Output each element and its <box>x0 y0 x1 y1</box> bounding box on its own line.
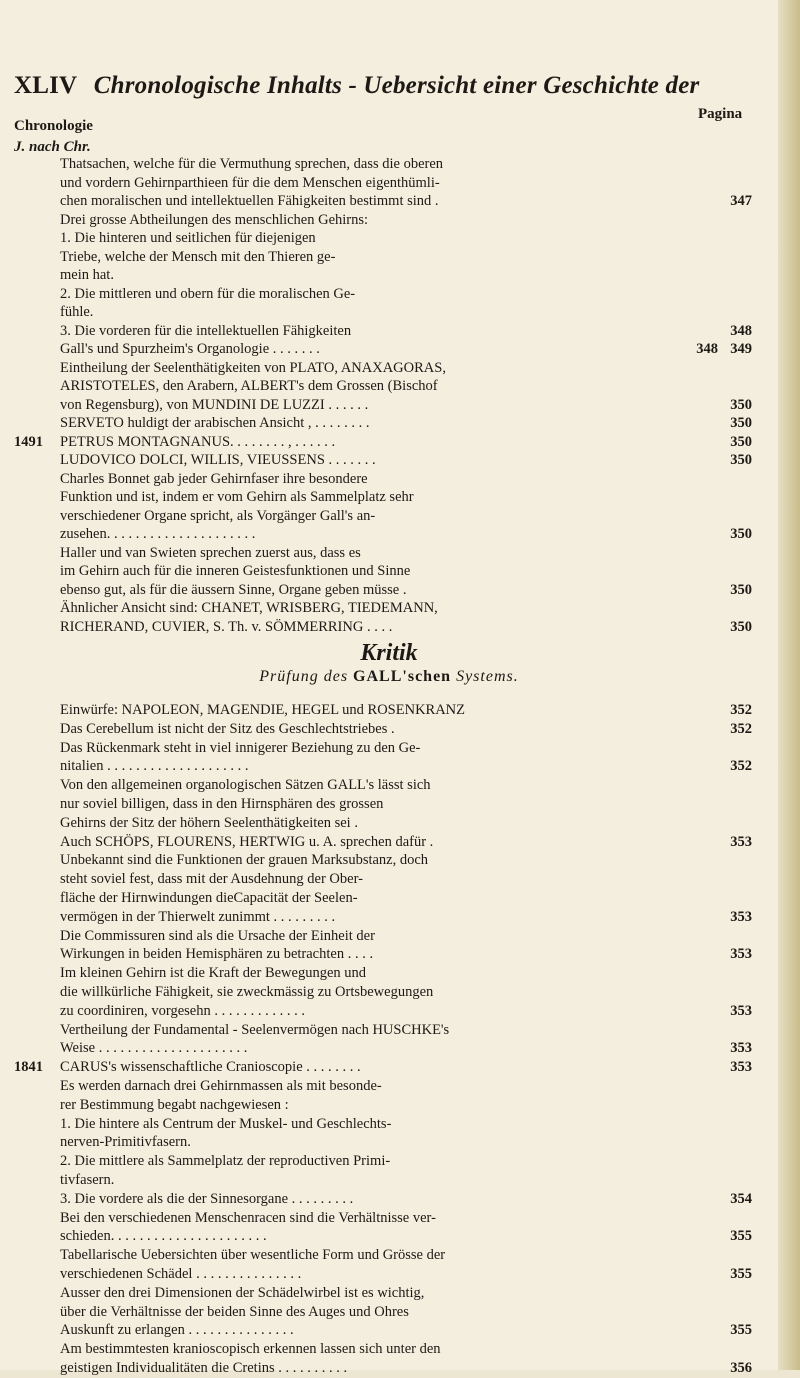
toc-entry-text: Thatsachen, welche für die Vermuthung sprechen, dass die oberen <box>60 156 444 172</box>
toc-line <box>0 1283 778 1303</box>
toc-line <box>0 487 778 507</box>
toc-line <box>0 1245 778 1265</box>
toc-page-number-secondary: 348 <box>696 341 718 357</box>
toc-page-number: 350 <box>730 618 752 635</box>
toc-entry-text: CARUS's wissenschaftliche Cranioscopie . . . . . . . . <box>60 1059 361 1076</box>
toc-page-number: 355 <box>730 1228 752 1245</box>
toc-line <box>0 247 778 267</box>
toc-line <box>0 154 778 174</box>
toc-page-number: 353 <box>730 1040 752 1057</box>
toc-line <box>0 395 778 415</box>
toc-entry-text: Auch SCHÖPS, FLOURENS, HERTWIG u. A. sprechen dafür . <box>60 833 434 850</box>
toc-entry-text: von Regensburg), von MUNDINI DE LUZZI . . . . . . <box>60 396 369 413</box>
toc-page-number: 353 <box>730 1002 752 1019</box>
toc-entry-text: fläche der Hirnwindungen dieCapacität der Seelen- <box>60 890 358 906</box>
page-number-roman: XLIV <box>14 72 78 99</box>
toc-line <box>0 450 778 470</box>
toc-page-number: 350 <box>730 581 752 598</box>
toc-entry-text: chen moralischen und intellektuellen Fähigkeiten bestimmt sind . <box>60 193 439 209</box>
toc-entry-text: 1. Die hintere als Centrum der Muskel- und Geschlechts- <box>60 1115 392 1132</box>
toc-line <box>0 1076 778 1096</box>
toc-line <box>0 869 778 889</box>
toc-entry-text: nerven-Primitivfasern. <box>60 1134 191 1151</box>
toc-year: 1841 <box>14 1059 43 1076</box>
toc-entry-text: ebenso gut, als für die äussern Sinne, Organe geben müsse . <box>60 581 407 598</box>
toc-entry-text: Ähnlicher Ansicht sind: CHANET, WRISBERG, TIEDEMANN, <box>60 600 438 616</box>
toc-entry-text: Tabellarische Uebersichten über wesentliche Form und Grösse der <box>60 1247 446 1264</box>
toc-page-number: 347 <box>730 193 752 209</box>
toc-line <box>0 832 778 852</box>
toc-entry-text: Gall's und Spurzheim's Organologie . . . . . . . <box>60 341 320 357</box>
toc-entry-text: Unbekannt sind die Funktionen der grauen Marksubstanz, doch <box>60 852 429 869</box>
toc-entry-text: Haller und van Swieten sprechen zuerst aus, dass es <box>60 544 361 561</box>
toc-line <box>0 719 778 739</box>
toc-line <box>0 210 778 230</box>
toc-entry-text: Bei den verschiedenen Menschenracen sind die Verhältnisse ver- <box>60 1209 436 1226</box>
toc-entry-text: geistigen Individualitäten die Cretins . . . . . . . . . . <box>60 1360 348 1376</box>
toc-line <box>0 794 778 814</box>
toc-page-number: 349 <box>730 341 752 357</box>
column-heading-chronologie: Chronologie <box>14 118 93 134</box>
toc-line <box>0 580 778 600</box>
toc-entry-text: Vertheilung der Fundamental - Seelenvermögen nach HUSCHKE's <box>60 1021 450 1038</box>
toc-line <box>0 358 778 378</box>
toc-line <box>0 944 778 964</box>
toc-line <box>0 756 778 776</box>
toc-line <box>0 926 778 946</box>
toc-year: 1491 <box>14 433 43 450</box>
toc-line <box>0 191 778 211</box>
toc-entry-text: SERVETO huldigt der arabischen Ansicht , . . . . . . . . <box>60 415 370 431</box>
toc-entry-text: tivfasern. <box>60 1172 115 1188</box>
toc-entry-text: Einwürfe: NAPOLEON, MAGENDIE, HEGEL und ROSENKRANZ <box>60 702 466 718</box>
toc-page-number: 353 <box>730 946 752 963</box>
toc-line <box>0 888 778 908</box>
toc-line <box>0 524 778 544</box>
subtitle-post: Systems. <box>456 668 519 685</box>
toc-line <box>0 598 778 618</box>
section-title-kritik: Kritik <box>360 640 418 666</box>
toc-page-number: 352 <box>730 720 752 737</box>
toc-line <box>0 413 778 433</box>
toc-entry-text: schieden. . . . . . . . . . . . . . . . . . . . . . <box>60 1228 267 1245</box>
toc-line <box>0 1057 778 1077</box>
toc-line <box>0 982 778 1002</box>
toc-entry-text: und vordern Gehirnparthieen für die dem Menschen eigenthümli- <box>60 174 440 191</box>
toc-line <box>0 1170 778 1190</box>
toc-line <box>0 432 778 452</box>
toc-entry-text: vermögen in der Thierwelt zunimmt . . . . . . . . . <box>60 908 336 925</box>
toc-line <box>0 1151 778 1171</box>
toc-line <box>0 1001 778 1021</box>
toc-entry-text: verschiedenen Schädel . . . . . . . . . . . . . . . <box>60 1266 302 1282</box>
toc-line <box>0 1226 778 1246</box>
toc-entry-text: über die Verhältnisse der beiden Sinne des Auges und Ohres <box>60 1303 409 1320</box>
toc-line <box>0 561 778 581</box>
toc-entry-text: Ausser den drei Dimensionen der Schädelwirbel ist es wichtig, <box>60 1284 425 1301</box>
toc-page-number: 348 <box>730 322 752 339</box>
toc-line <box>0 543 778 563</box>
toc-line <box>0 1320 778 1340</box>
toc-line <box>0 1189 778 1209</box>
column-heading-jnach: J. nach Chr. <box>14 139 91 155</box>
toc-entry-text: 3. Die vordere als die der Sinnesorgane . . . . . . . . . <box>60 1190 354 1207</box>
toc-page-number: 352 <box>730 758 752 775</box>
toc-line <box>0 813 778 833</box>
toc-line <box>0 302 778 322</box>
toc-page-number: 350 <box>730 396 752 413</box>
toc-entry-text: steht soviel fest, dass mit der Ausdehnung der Ober- <box>60 871 363 888</box>
page-edge <box>778 0 800 1370</box>
toc-line <box>0 1038 778 1058</box>
toc-page-number: 353 <box>730 1059 752 1076</box>
toc-line <box>0 700 778 720</box>
toc-page-number: 350 <box>730 452 752 468</box>
toc-line <box>0 339 778 359</box>
running-title: Chronologische Inhalts - Uebersicht einer Geschichte der <box>93 72 700 99</box>
toc-entry-text: fühle. <box>60 304 94 320</box>
toc-page-number: 355 <box>730 1322 752 1339</box>
page-header <box>14 72 699 100</box>
toc-line <box>0 1114 778 1134</box>
toc-entry-text: RICHERAND, CUVIER, S. Th. v. SÖMMERRING . . . . <box>60 618 393 635</box>
toc-entry-text: Charles Bonnet gab jeder Gehirnfaser ihre besondere <box>60 470 368 487</box>
toc-page-number: 354 <box>730 1190 752 1207</box>
toc-page-number: 350 <box>730 433 752 450</box>
toc-entry-text: 1. Die hinteren und seitlichen für diejenigen <box>60 230 316 246</box>
toc-entry-text: 2. Die mittleren und obern für die moralischen Ge- <box>60 285 356 302</box>
toc-entry-text: Es werden darnach drei Gehirnmassen als mit besonde- <box>60 1078 382 1094</box>
toc-entry-text: 3. Die vorderen für die intellektuellen Fähigkeiten <box>60 322 352 339</box>
toc-entry-text: Auskunft zu erlangen . . . . . . . . . . . . . . . <box>60 1322 294 1339</box>
toc-line <box>0 738 778 758</box>
toc-entry-text: zusehen. . . . . . . . . . . . . . . . . . . . . <box>60 526 256 542</box>
toc-entry-text: Das Cerebellum ist nicht der Sitz des Geschlechtstriebes . <box>60 720 395 737</box>
toc-entry-text: mein hat. <box>60 267 114 283</box>
toc-line <box>0 617 778 637</box>
toc-line <box>0 1302 778 1322</box>
toc-line <box>0 321 778 341</box>
toc-line <box>0 469 778 489</box>
toc-page-number: 352 <box>730 702 752 718</box>
toc-entry-text: Triebe, welche der Mensch mit den Thieren ge- <box>60 248 336 265</box>
toc-line <box>0 1132 778 1152</box>
toc-entry-text: PETRUS MONTAGNANUS. . . . . . . . , . . . . . . <box>60 433 336 450</box>
toc-entry-text: Gehirns der Sitz der höhern Seelenthätigkeiten sei . <box>60 814 358 831</box>
toc-entry-text: Am bestimmtesten kranioscopisch erkennen lassen sich unter den <box>60 1341 441 1358</box>
toc-entry-text: Das Rückenmark steht in viel innigerer Beziehung zu den Ge- <box>60 739 421 756</box>
toc-entry-text: zu coordiniren, vorgesehn . . . . . . . . . . . . . <box>60 1002 305 1019</box>
toc-entry-text: Wirkungen in beiden Hemisphären zu betrachten . . . . <box>60 946 374 963</box>
toc-line <box>0 1339 778 1359</box>
toc-page-number: 353 <box>730 908 752 925</box>
subtitle-pre: Prüfung des <box>259 668 349 685</box>
toc-entry-text: Weise . . . . . . . . . . . . . . . . . . . . . <box>60 1040 248 1057</box>
toc-entry-text: im Gehirn auch für die inneren Geistesfunktionen und Sinne <box>60 563 411 579</box>
toc-line <box>0 1095 778 1115</box>
toc-entry-text: Im kleinen Gehirn ist die Kraft der Bewegungen und <box>60 965 367 982</box>
toc-line <box>0 1358 778 1378</box>
toc-line <box>0 506 778 526</box>
toc-line <box>0 265 778 285</box>
toc-entry-text: Von den allgemeinen organologischen Sätzen GALL's lässt sich <box>60 777 431 794</box>
column-heading-pagina: Pagina <box>698 106 743 122</box>
toc-page-number: 350 <box>730 415 752 431</box>
toc-entry-text: nitalien . . . . . . . . . . . . . . . . . . . . <box>60 758 249 775</box>
toc-page-number: 356 <box>730 1360 752 1376</box>
toc-line <box>0 850 778 870</box>
toc-line <box>0 963 778 983</box>
toc-entry-text: verschiedener Organe spricht, als Vorgänger Gall's an- <box>60 507 376 524</box>
toc-line <box>0 775 778 795</box>
toc-line <box>0 907 778 927</box>
toc-entry-text: Drei grosse Abtheilungen des menschlichen Gehirns: <box>60 211 369 228</box>
toc-page-number: 355 <box>730 1266 752 1282</box>
toc-line <box>0 173 778 193</box>
toc-entry-text: 2. Die mittlere als Sammelplatz der reproductiven Primi- <box>60 1153 391 1170</box>
toc-line <box>0 1020 778 1040</box>
toc-entry-text: LUDOVICO DOLCI, WILLIS, VIEUSSENS . . . . . . . <box>60 452 376 468</box>
toc-entry-text: Eintheilung der Seelenthätigkeiten von PLATO, ANAXAGORAS, <box>60 359 446 376</box>
toc-line <box>0 228 778 248</box>
toc-entry-text: ARISTOTELES, den Arabern, ALBERT's dem Grossen (Bischof <box>60 378 438 394</box>
toc-page-number: 353 <box>730 833 752 850</box>
toc-page-number: 350 <box>730 526 752 542</box>
toc-line <box>0 284 778 304</box>
toc-line <box>0 1208 778 1228</box>
section-subtitle <box>0 668 778 686</box>
toc-entry-text: rer Bestimmung begabt nachgewiesen : <box>60 1096 289 1113</box>
toc-entry-text: die willkürliche Fähigkeit, sie zweckmässig zu Ortsbewegungen <box>60 984 434 1000</box>
toc-entry-text: nur soviel billigen, dass in den Hirnsphären des grossen <box>60 796 384 812</box>
toc-entry-text: Die Commissuren sind als die Ursache der Einheit der <box>60 927 375 944</box>
toc-entry-text: Funktion und ist, indem er vom Gehirn als Sammelplatz sehr <box>60 489 414 505</box>
subtitle-name: GALL'schen <box>353 668 452 685</box>
toc-line <box>0 1264 778 1284</box>
toc-line <box>0 376 778 396</box>
